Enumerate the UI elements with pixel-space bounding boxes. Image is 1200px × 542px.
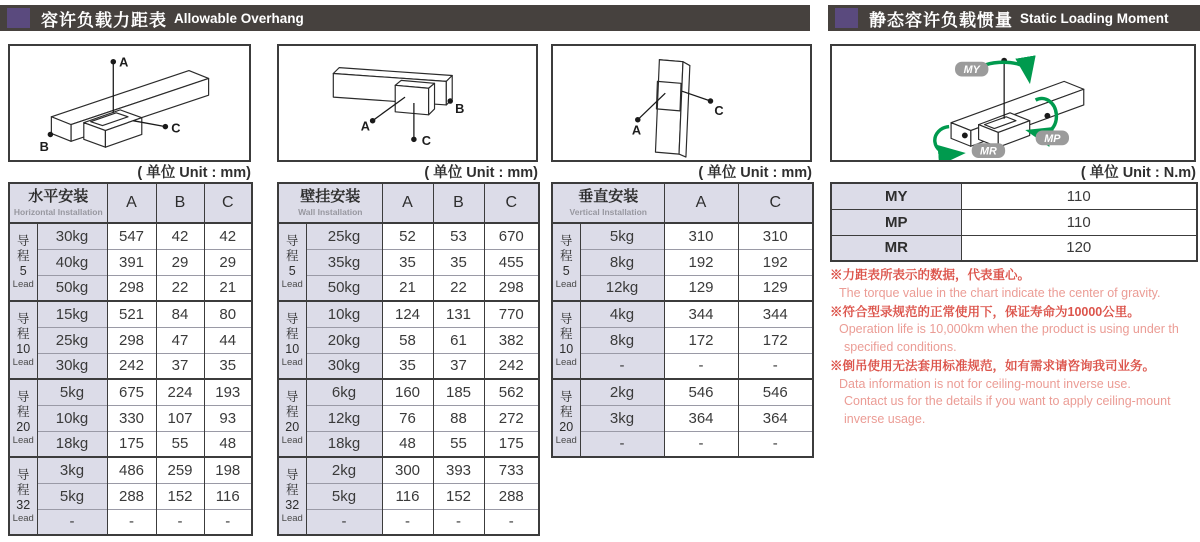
table-row [9,509,252,535]
value-cell: 272 [484,405,539,431]
note-line-zh: ※力距表所表示的数据，代表重心。 [830,268,1031,282]
value-cell: 22 [156,275,204,301]
value-cell: 61 [433,327,484,353]
diagram-wall-installation [277,44,538,162]
value-cell: - [204,509,252,535]
table-row [9,379,252,405]
unit-label-mm: ( 单位 Unit : mm) [137,165,251,181]
wall-rail-drawing-icon [279,46,536,160]
value-cell: 224 [156,379,204,405]
moment-label: MY [831,183,961,209]
value-cell: 310 [738,223,813,249]
table-row [278,457,539,483]
moment-value: 110 [961,209,1197,235]
value-cell: 547 [107,223,156,249]
load-cell: 30kg [37,353,107,379]
table-title-en: Horizontal Installation [13,206,103,217]
table-title-cell [552,183,664,223]
value-cell: 129 [738,275,813,301]
value-cell: 733 [484,457,539,483]
value-cell: 521 [107,301,156,327]
value-cell: 364 [664,405,738,431]
value-cell: 37 [433,353,484,379]
header-accent-square [7,8,30,28]
table-row [278,327,539,353]
table-row [9,223,252,249]
point-label-b: B [39,139,49,155]
table-header-row [552,183,813,223]
value-cell: 172 [664,327,738,353]
value-cell: 175 [484,431,539,457]
header-title-zh: 静态容许负载惯量 [869,10,1013,30]
lead-cell: 导 程 20 Lead [9,379,37,457]
value-cell: 55 [433,431,484,457]
lead-cell: 导 程 32 Lead [278,457,306,535]
load-cell: 20kg [306,327,382,353]
table-row [552,379,813,405]
load-cell: 4kg [580,301,664,327]
note-line-en: Contact us for the details if you want to apply ceiling-mount [844,394,1171,409]
note-line-en: Operation life is 10,000km when the product is using under th [839,322,1179,337]
note-line-zh: ※倒吊使用无法套用标准规范，如有需求请咨询我司业务。 [830,358,1156,373]
table-row [278,509,539,535]
unit-label-mm: ( 单位 Unit : mm) [698,165,812,181]
value-cell: - [738,431,813,457]
table-row [9,353,252,379]
moment-row [831,209,1197,235]
value-cell: 455 [484,249,539,275]
column-header: C [738,183,813,223]
value-cell: 160 [382,379,433,405]
value-cell: 198 [204,457,252,483]
value-cell: 131 [433,301,484,327]
value-cell: 48 [204,431,252,457]
value-cell: 107 [156,405,204,431]
section-header-static-loading-moment [828,5,1200,31]
table-wall-installation [277,182,538,536]
value-cell: 47 [156,327,204,353]
value-cell: 35 [204,353,252,379]
value-cell: - [664,431,738,457]
lead-cell: 导 程 10 Lead [9,301,37,379]
moment-row [831,183,1197,209]
value-cell: 193 [204,379,252,405]
load-cell: 25kg [306,223,382,249]
table-row [278,223,539,249]
value-cell: - [433,509,484,535]
value-cell: - [484,509,539,535]
value-cell: 344 [664,301,738,327]
value-cell: 770 [484,301,539,327]
table-row [552,327,813,353]
value-cell: 58 [382,327,433,353]
load-cell: 3kg [37,457,107,483]
load-cell: 8kg [580,249,664,275]
value-cell: 124 [382,301,433,327]
lead-cell: 导 程 5 Lead [9,223,37,301]
lead-cell: 导 程 10 Lead [552,301,580,379]
load-cell: 10kg [306,301,382,327]
value-cell: 37 [156,353,204,379]
table-static-loading-moment [830,182,1196,262]
table-header-row [278,183,539,223]
value-cell: 93 [204,405,252,431]
overhang-table [8,182,253,536]
lead-cell: 导 程 5 Lead [552,223,580,301]
load-cell: 2kg [580,379,664,405]
table-row [552,301,813,327]
value-cell: 344 [738,301,813,327]
diagram-static-loading-moment [830,44,1196,162]
note-line-en: specified conditions. [844,340,957,354]
table-row [9,301,252,327]
value-cell: 300 [382,457,433,483]
load-cell: 18kg [37,431,107,457]
load-cell: 10kg [37,405,107,431]
table-row [9,327,252,353]
overhang-table [551,182,814,458]
moment-table [830,182,1198,262]
table-title-zh: 垂直安装 [578,188,639,206]
table-row [9,275,252,301]
point-label-c: C [714,102,724,118]
value-cell: 44 [204,327,252,353]
table-row [552,353,813,379]
load-cell: 5kg [580,223,664,249]
value-cell: - [664,353,738,379]
load-cell: 30kg [37,223,107,249]
value-cell: 259 [156,457,204,483]
point-label-c: C [421,133,431,149]
value-cell: 48 [382,431,433,457]
value-cell: - [738,353,813,379]
value-cell: 486 [107,457,156,483]
point-label-a: A [360,118,371,134]
unit-label-nm: ( 单位 Unit : N.m) [1080,165,1196,181]
point-label-c: C [171,120,181,136]
table-row [278,301,539,327]
load-cell: 12kg [306,405,382,431]
horizontal-rail-drawing-icon [10,46,249,160]
moment-axes-drawing-icon [832,46,1194,160]
table-title-zh: 水平安装 [28,188,89,206]
value-cell: 242 [107,353,156,379]
value-cell: 192 [664,249,738,275]
value-cell: 21 [204,275,252,301]
moment-label: MR [831,235,961,261]
value-cell: 546 [664,379,738,405]
mp-badge-label: MP [1044,132,1061,145]
table-title-en: Vertical Installation [569,206,647,217]
value-cell: 129 [664,275,738,301]
lead-cell: 导 程 5 Lead [278,223,306,301]
note-line-en: inverse usage. [844,412,926,426]
table-row [552,405,813,431]
note-line-en: Data information is not for ceiling-mount inverse use. [839,376,1131,391]
column-header: B [156,183,204,223]
value-cell: 29 [204,249,252,275]
load-cell: - [580,353,664,379]
value-cell: 185 [433,379,484,405]
value-cell: 330 [107,405,156,431]
notes [830,266,1198,429]
load-cell: 40kg [37,249,107,275]
column-header: A [664,183,738,223]
value-cell: 88 [433,405,484,431]
section-header-allowable-overhang [0,5,810,31]
value-cell: 310 [664,223,738,249]
table-header-row [9,183,252,223]
value-cell: 152 [156,483,204,509]
value-cell: 152 [433,483,484,509]
lead-cell: 导 程 32 Lead [9,457,37,535]
table-row [278,431,539,457]
column-header: A [382,183,433,223]
value-cell: 242 [484,353,539,379]
value-cell: 76 [382,405,433,431]
value-cell: 35 [433,249,484,275]
table-row [278,275,539,301]
load-cell: 3kg [580,405,664,431]
unit-label-mm: ( 单位 Unit : mm) [424,165,538,181]
load-cell: 25kg [37,327,107,353]
value-cell: 298 [107,275,156,301]
table-row [552,275,813,301]
value-cell: 42 [156,223,204,249]
load-cell: - [580,431,664,457]
diagram-vertical-installation [551,44,812,162]
moment-value: 120 [961,235,1197,261]
value-cell: 382 [484,327,539,353]
note-line-zh: ※符合型录规范的正常使用下，保证寿命为10000公里。 [830,304,1140,319]
table-row [9,483,252,509]
column-header: C [484,183,539,223]
table-row [552,249,813,275]
value-cell: 675 [107,379,156,405]
value-cell: 670 [484,223,539,249]
value-cell: 298 [107,327,156,353]
load-cell: 5kg [306,483,382,509]
table-row [9,431,252,457]
point-label-a: A [631,122,642,138]
table-row [278,405,539,431]
value-cell: 42 [204,223,252,249]
value-cell: 52 [382,223,433,249]
mr-rotation-arrow-icon [935,127,952,155]
header-accent-square [835,8,858,28]
mr-badge-label: MR [980,145,997,158]
table-title-cell [278,183,382,223]
value-cell: 35 [382,249,433,275]
header-title-en: Static Loading Moment [1020,10,1169,26]
table-row [9,249,252,275]
value-cell: 22 [433,275,484,301]
load-cell: - [306,509,382,535]
note-line-en: The torque value in the chart indicate the center of gravity. [839,285,1161,300]
table-row [278,483,539,509]
value-cell: - [107,509,156,535]
value-cell: 172 [738,327,813,353]
header-title-zh: 容许负载力距表 [41,10,167,30]
table-title-cell [9,183,107,223]
table-title-en: Wall Installation [298,206,363,217]
table-row [552,431,813,457]
load-cell: 12kg [580,275,664,301]
value-cell: 53 [433,223,484,249]
table-title-zh: 壁挂安装 [300,188,361,206]
lead-cell: 导 程 10 Lead [278,301,306,379]
table-row [552,223,813,249]
load-cell: 15kg [37,301,107,327]
value-cell: 393 [433,457,484,483]
moment-row [831,235,1197,261]
column-header: B [433,183,484,223]
load-cell: 6kg [306,379,382,405]
value-cell: 21 [382,275,433,301]
value-cell: 55 [156,431,204,457]
point-label-b: B [455,100,465,116]
load-cell: 50kg [37,275,107,301]
moment-value: 110 [961,183,1197,209]
value-cell: - [382,509,433,535]
load-cell: 2kg [306,457,382,483]
column-header: A [107,183,156,223]
column-header: C [204,183,252,223]
value-cell: 364 [738,405,813,431]
table-row [9,405,252,431]
moment-label: MP [831,209,961,235]
value-cell: 35 [382,353,433,379]
lead-cell: 导 程 20 Lead [278,379,306,457]
value-cell: 288 [484,483,539,509]
load-cell: - [37,509,107,535]
load-cell: 5kg [37,483,107,509]
load-cell: 50kg [306,275,382,301]
load-cell: 35kg [306,249,382,275]
table-row [278,249,539,275]
value-cell: 29 [156,249,204,275]
value-cell: 391 [107,249,156,275]
table-vertical-installation [551,182,812,458]
load-cell: 30kg [306,353,382,379]
table-horizontal-installation [8,182,251,536]
load-cell: 5kg [37,379,107,405]
value-cell: 546 [738,379,813,405]
value-cell: 175 [107,431,156,457]
value-cell: 116 [382,483,433,509]
table-row [278,379,539,405]
load-cell: 8kg [580,327,664,353]
value-cell: 298 [484,275,539,301]
table-row [9,457,252,483]
vertical-rail-drawing-icon [553,46,810,160]
my-badge-label: MY [963,64,980,77]
value-cell: 288 [107,483,156,509]
value-cell: 116 [204,483,252,509]
value-cell: 80 [204,301,252,327]
header-title-en: Allowable Overhang [174,10,304,26]
point-label-a: A [119,54,129,70]
table-row [278,353,539,379]
overhang-table [277,182,540,536]
value-cell: - [156,509,204,535]
value-cell: 84 [156,301,204,327]
lead-cell: 导 程 20 Lead [552,379,580,457]
diagram-horizontal-installation [8,44,251,162]
value-cell: 192 [738,249,813,275]
value-cell: 562 [484,379,539,405]
load-cell: 18kg [306,431,382,457]
